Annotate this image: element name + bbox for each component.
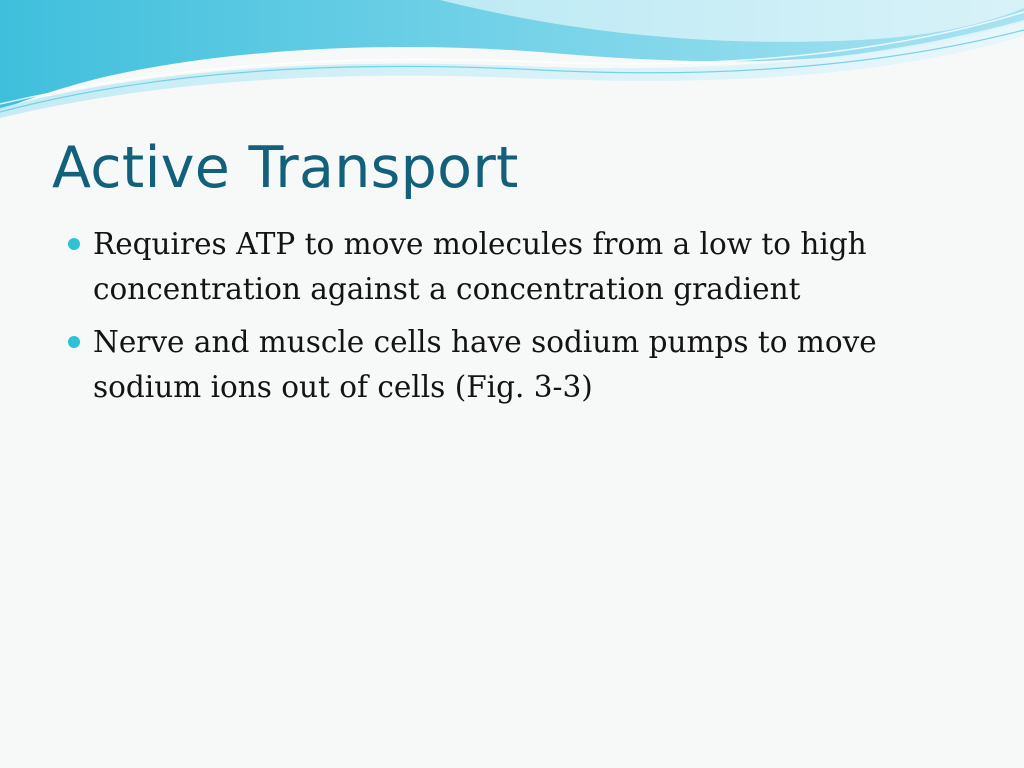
list-item <box>64 222 964 312</box>
header-wave-decoration <box>0 0 1024 120</box>
list-item <box>64 320 964 410</box>
bullet-dot-icon <box>68 336 80 348</box>
bullet-text: Nerve and muscle cells have sodium pumps to move sodium ions out of cells (Fig. 3-3) <box>93 325 877 404</box>
bullet-text: Requires ATP to move molecules from a low to high concentration against a concentration gradient <box>93 227 867 306</box>
bullet-list <box>64 222 964 418</box>
bullet-dot-icon <box>68 238 80 250</box>
slide-title: Active Transport <box>52 135 519 201</box>
